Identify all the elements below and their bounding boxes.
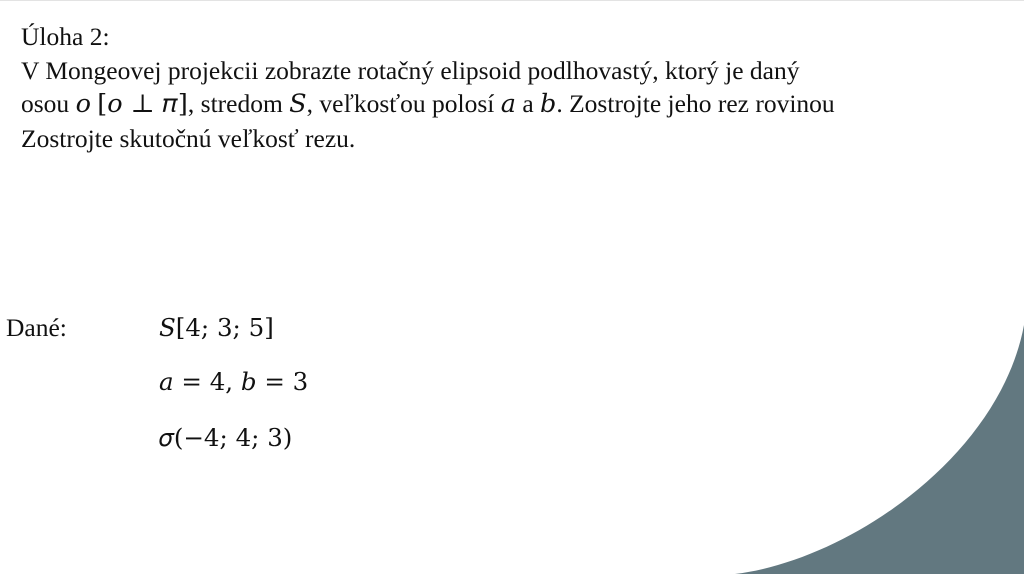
task-title: Úloha 2: <box>21 22 110 51</box>
given-semiaxes: 𝑎 = 4, 𝑏 = 3 <box>159 367 309 396</box>
task-line-2-suffix: . Zostrojte jeho rez rovinou <box>556 89 835 118</box>
corner-fill <box>735 325 1024 574</box>
semiaxis-a-symbol: a <box>500 89 516 119</box>
axis-condition: [𝑜 ⊥ 𝜋] <box>97 89 188 119</box>
task-line-3: Zostrojte skutočnú veľkosť rezu. <box>21 123 356 153</box>
task-line-2-mid: , stredom <box>187 89 283 118</box>
given-center: 𝑆[4; 3; 5] <box>159 313 274 342</box>
task-line-1: V Mongeovej projekcii zobrazte rotačný elipsoid podlhovastý, ktorý je daný <box>21 55 800 85</box>
task-line-2-mid2: , veľkosťou polosí <box>306 89 495 118</box>
given-label: Dané: <box>6 313 67 342</box>
task-line-2-and: a <box>522 89 534 118</box>
axis-symbol: o <box>75 89 91 119</box>
given-plane: 𝜎(−4; 4; 3) <box>159 423 293 452</box>
task-text <box>21 20 1011 155</box>
task-line-2 <box>21 87 1011 122</box>
task-line-2-prefix: osou <box>21 89 70 118</box>
center-symbol: S <box>289 89 307 119</box>
semiaxis-b-symbol: b <box>540 89 557 119</box>
